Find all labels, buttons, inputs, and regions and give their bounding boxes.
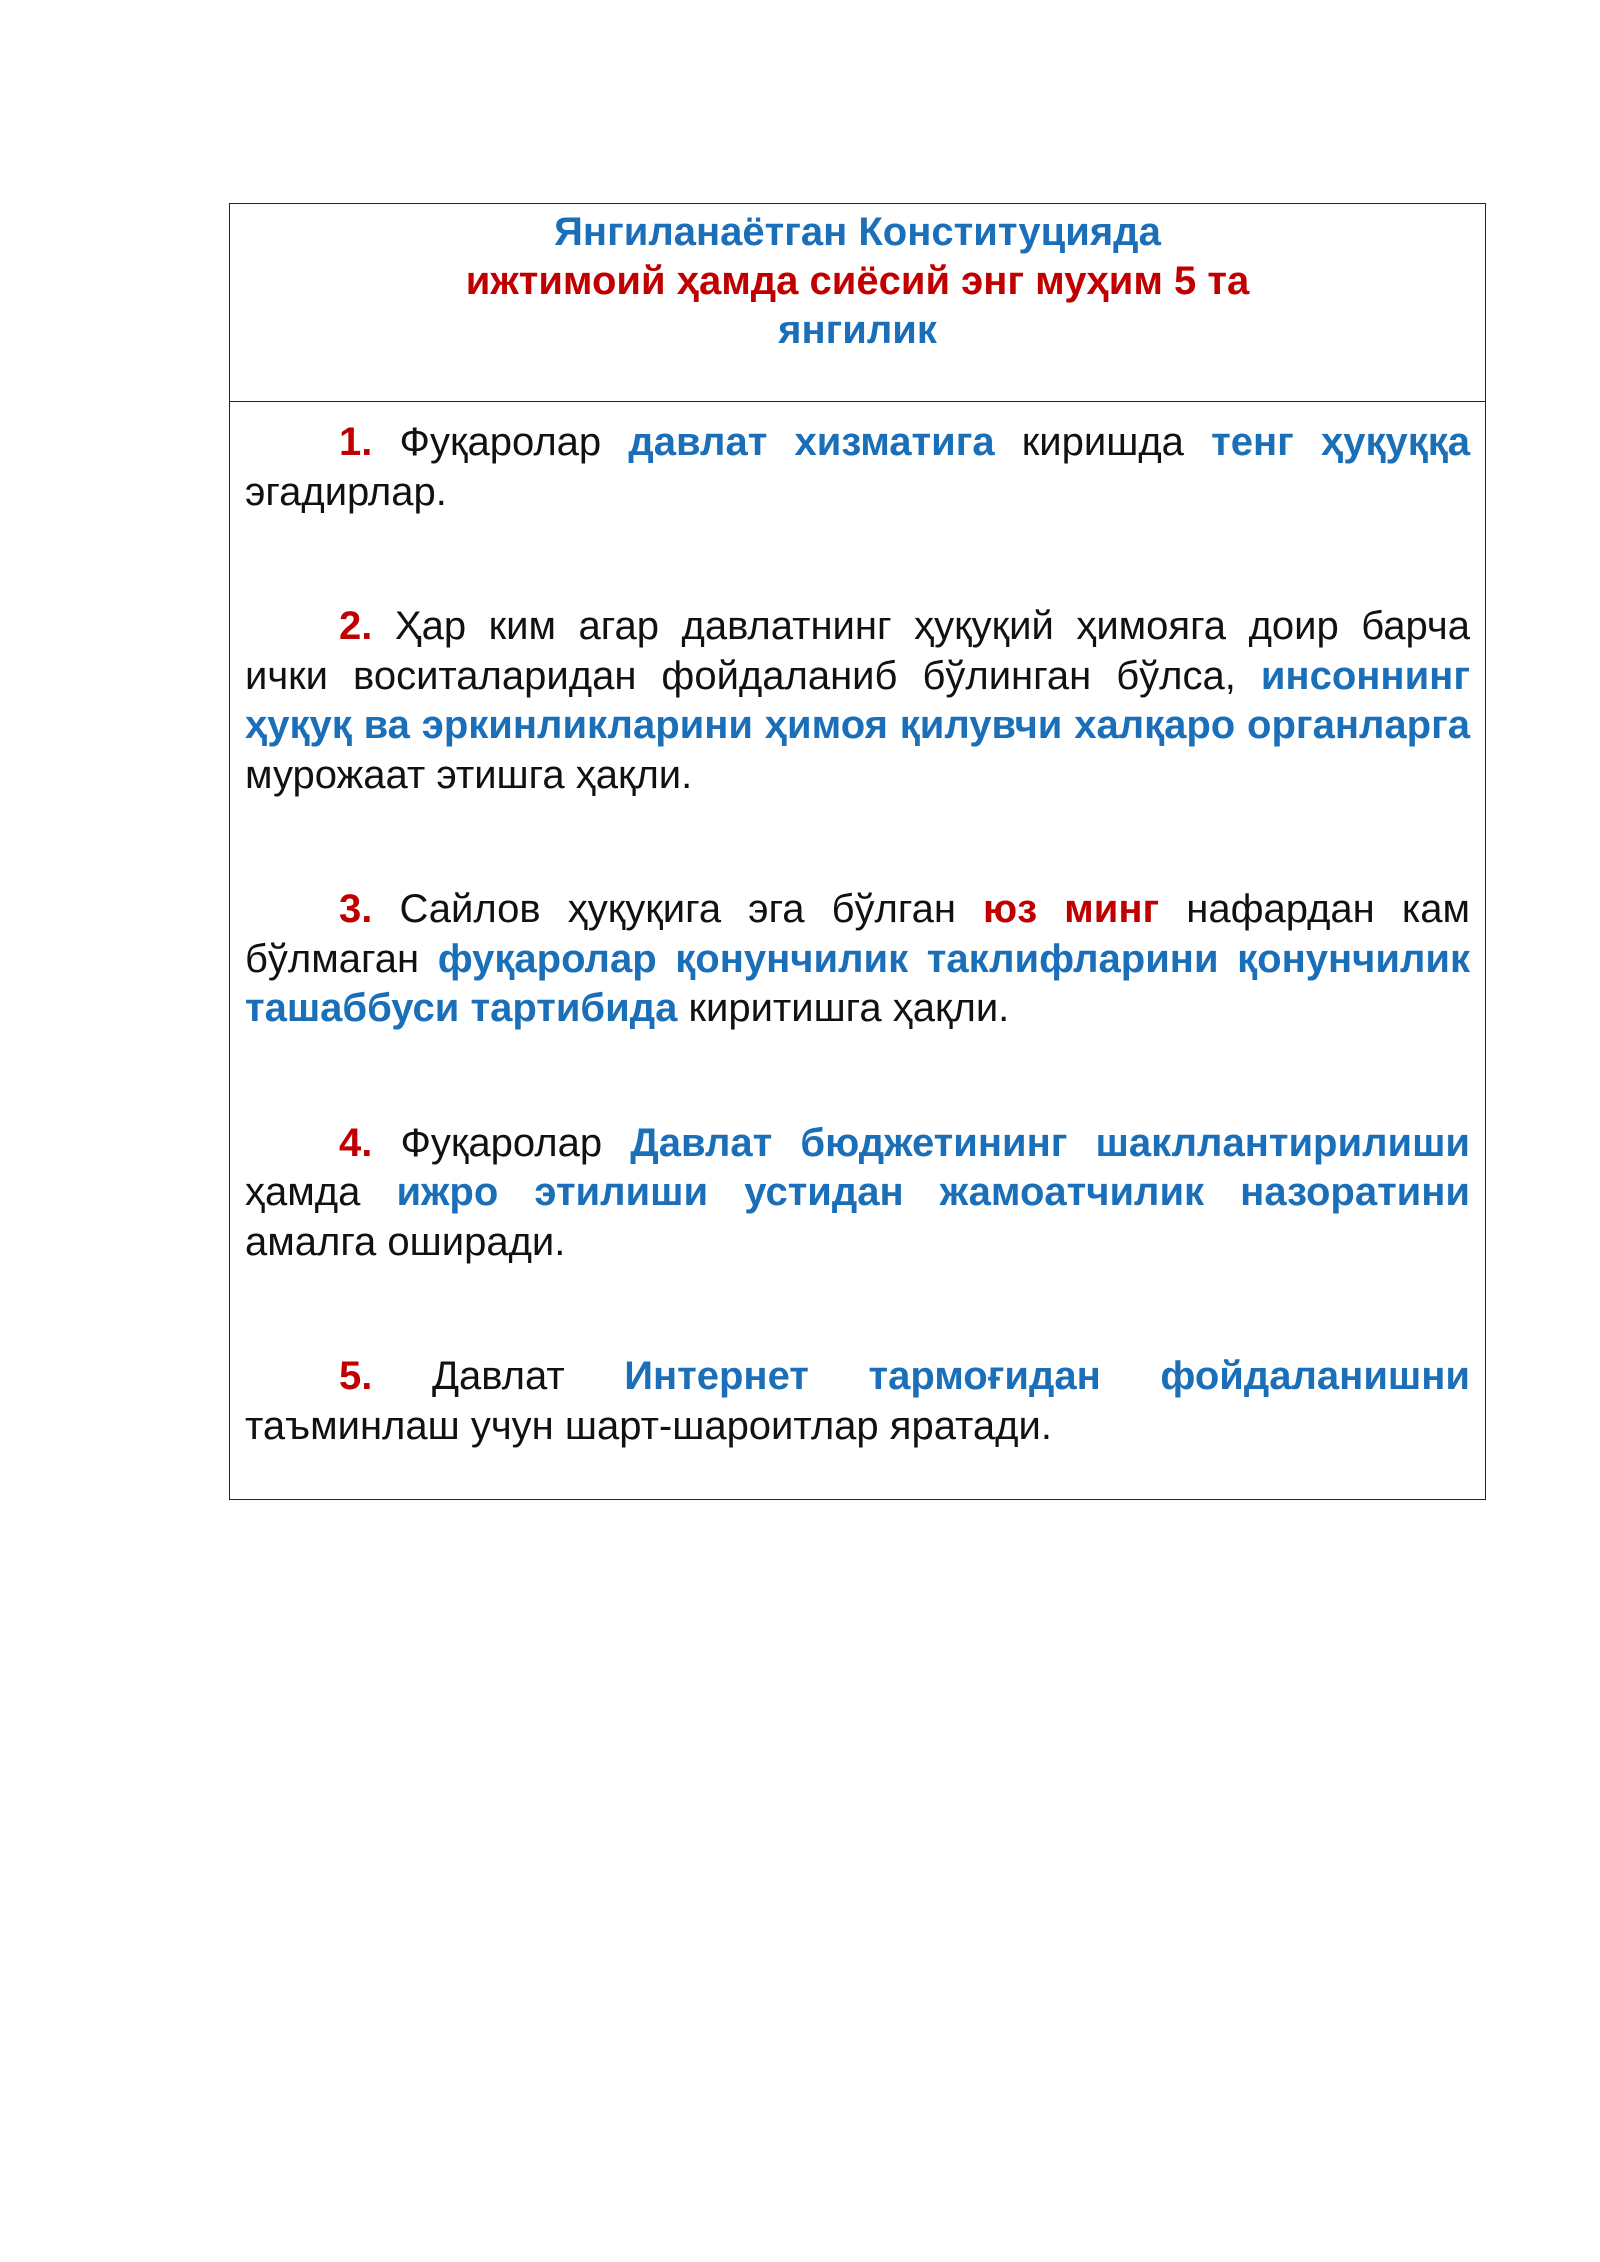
item-number: 4. — [339, 1120, 373, 1165]
list-item — [245, 1352, 1470, 1451]
item-text: таъминлаш учун шарт-шароитлар яратади. — [245, 1403, 1052, 1448]
item-text: Фуқаролар — [372, 420, 629, 464]
item-text: киришда — [994, 420, 1212, 464]
list-item — [245, 602, 1470, 800]
highlighted-text: тенг ҳуқуққа — [1211, 420, 1470, 464]
table-body — [230, 402, 1485, 1499]
table-header — [230, 204, 1485, 402]
highlighted-text: давлат хизматига — [628, 420, 995, 464]
item-text: ҳамда — [245, 1170, 397, 1214]
item-text: Сайлов ҳуқуқига эга бўлган — [372, 887, 984, 931]
highlighted-text: ижро этилиши устидан жамоатчилик назоратини — [396, 1170, 1471, 1214]
highlighted-text: инсоннинг ҳуқуқ ва эркинликларини ҳимоя қилувчи халқаро органларга — [245, 653, 1470, 747]
item-text: эгадирлар. — [245, 469, 447, 514]
item-number: 2. — [339, 604, 373, 648]
item-text: Давлат — [372, 1354, 625, 1398]
header-line-2: ижтимоий ҳамда сиёсий энг муҳим 5 та — [465, 259, 1250, 303]
highlighted-text: фуқаролар қонунчилик таклифларини қонунчилик ташаббуси тартибида — [245, 936, 1471, 1030]
info-table — [229, 203, 1486, 1500]
item-text: мурожаат этишга ҳақли. — [245, 752, 693, 797]
list-item — [245, 418, 1470, 517]
header-line-3: янгилик — [778, 308, 937, 352]
highlighted-text: Давлат бюджетининг шакллантирилиши — [630, 1120, 1471, 1165]
list-item — [245, 1119, 1470, 1268]
highlighted-text: Интернет тармоғидан фойдаланишни — [624, 1354, 1470, 1398]
item-text: киритишга ҳақли. — [677, 986, 1010, 1030]
item-number: 1. — [339, 420, 373, 464]
item-text: Ҳар ким агар давлатнинг ҳуқуқий ҳимояга доир барча ички воситаларидан фойдаланиб бўлинган бўлса, — [245, 604, 1470, 698]
item-number: 5. — [339, 1354, 373, 1398]
highlighted-text: юз минг — [983, 887, 1160, 931]
item-text: амалга оширади. — [245, 1219, 566, 1264]
header-line-1: Янгиланаётган Конституцияда — [554, 210, 1161, 254]
list-item — [245, 885, 1470, 1034]
item-text: нафардан кам бўлмаган — [245, 887, 1470, 981]
item-text: Фуқаролар — [372, 1120, 631, 1165]
item-number: 3. — [339, 887, 373, 931]
